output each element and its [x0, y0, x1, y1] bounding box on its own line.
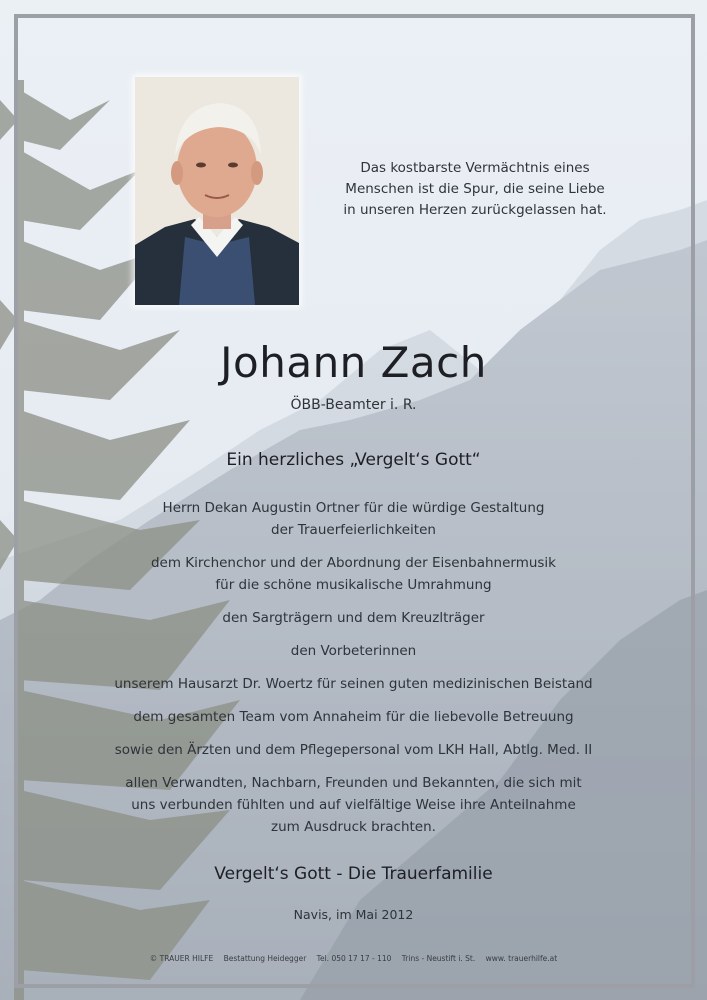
- thanks-line: unserem Hausarzt Dr. Woertz für seinen guten medizinischen Beistand: [114, 676, 593, 692]
- portrait-photo: [135, 77, 299, 305]
- footer-phone: Tel. 050 17 17 - 110: [316, 954, 392, 963]
- footer-company: Bestattung Heidegger: [223, 954, 307, 963]
- thanks-line: zum Ausdruck brachten.: [271, 819, 436, 835]
- thanks-heading: Ein herzliches „Vergelt‘s Gott“: [226, 450, 481, 470]
- place-date: Navis, im Mai 2012: [293, 907, 414, 922]
- memorial-quote: [336, 158, 614, 221]
- thanks-line: dem gesamten Team vom Annaheim für die liebevolle Betreuung: [133, 709, 574, 725]
- thanks-entry: [0, 552, 707, 596]
- footer-address: Trins - Neustift i. St.: [401, 954, 476, 963]
- quote-line: Das kostbarste Vermächtnis eines: [360, 160, 590, 176]
- thanks-line: den Vorbeterinnen: [290, 643, 417, 659]
- thanks-entry: [0, 706, 707, 728]
- thanks-entry: [0, 607, 707, 629]
- thanks-line: für die schöne musikalische Umrahmung: [215, 577, 492, 593]
- thanks-entry: [0, 739, 707, 761]
- thanks-line: den Sargträgern und dem Kreuzlträger: [222, 610, 485, 626]
- thanks-line: sowie den Ärzten und dem Pflegepersonal vom LKH Hall, Abtlg. Med. II: [114, 742, 593, 758]
- thanks-list: [0, 497, 707, 849]
- thanks-line: allen Verwandten, Nachbarn, Freunden und Bekannten, die sich mit: [125, 775, 582, 791]
- footer-credits: [0, 954, 707, 963]
- deceased-title: ÖBB-Beamter i. R.: [290, 397, 417, 413]
- thanks-line: der Trauerfeierlichkeiten: [271, 522, 436, 538]
- footer-website-link[interactable]: www. trauerhilfe.at: [485, 954, 558, 963]
- footer-brand-logo: © TRAUER HILFE: [149, 954, 214, 963]
- quote-line: Menschen ist die Spur, die seine Liebe: [345, 181, 605, 197]
- closing-signature: Vergelt‘s Gott - Die Trauerfamilie: [214, 864, 493, 884]
- thanks-entry: [0, 772, 707, 838]
- quote-line: in unseren Herzen zurückgelassen hat.: [343, 202, 607, 218]
- thanks-line: uns verbunden fühlten und auf vielfältige Weise ihre Anteilnahme: [131, 797, 576, 813]
- thanks-line: Herrn Dekan Augustin Ortner für die würdige Gestaltung: [162, 500, 545, 516]
- thanks-entry: [0, 497, 707, 541]
- thanks-entry: [0, 673, 707, 695]
- thanks-line: dem Kirchenchor und der Abordnung der Eisenbahnermusik: [150, 555, 557, 571]
- thanks-entry: [0, 640, 707, 662]
- deceased-name: Johann Zach: [220, 338, 487, 387]
